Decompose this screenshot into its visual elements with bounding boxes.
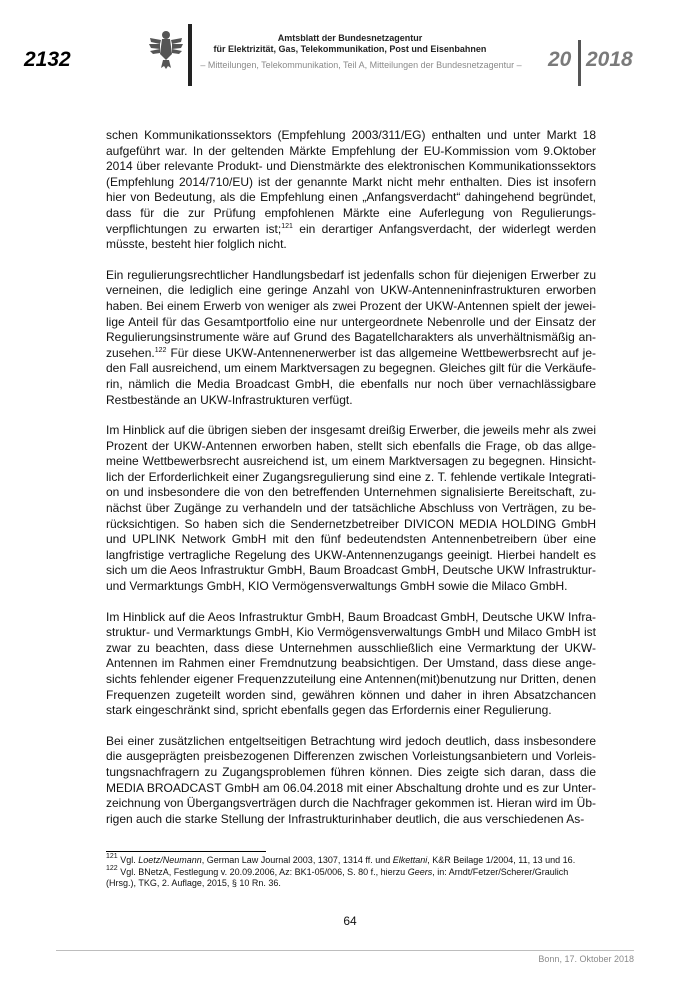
- footnote-ref-121[interactable]: 121: [281, 222, 293, 230]
- paragraph-1-text-a: schen Kommunikationssektors (Empfehlung 2003/311/EG) enthalten und unter Markt 18 aufgeführt war. In der geltenden Märkte Empfehlung der EU-Kommission vom 9.Oktober 2014 über relevante Produkt- und Dienstmärkte des elektronischen Kommunikationssektors (Empfehlung 2014/710/EU) ist der genannte Markt nicht mehr enthalten. Dies ist insofern hier von Bedeutung, als die Empfehlung einen „Anfangsverdacht“ dahingehend begründet, dass für die zur Prüfung empfohlenen Märkte eine Auferlegung von Regulierungsverpflichtungen zu erwarten ist;: [106, 128, 596, 236]
- footnote-text: Vgl. BNetzA, Festlegung v. 20.09.2006, Az: BK1-05/006, S. 80 f., hierzu: [117, 867, 408, 877]
- paragraph-3: Im Hinblick auf die übrigen sieben der insgesamt dreißig Erwerber, die jeweils mehr als zwei Prozent der UKW-Antennen erworben haben, stellt sich ebenfalls die Frage, ob das allgemeine Wettbewerbsrecht ausreichend ist, um einem Marktversagen zu begegnen. Hinsichtlich der Erforderlichkeit einer Zugangsregulierung sind eine z. T. fehlende vertikale Integration und insbesondere die von den betreffenden Unternehmen signalisierte Bereitschaft, zunächst über Zugänge zu verhandeln und der tatsächliche Abschluss von Verträgen, zu berücksichtigen. So haben sich die Sendernetzbetreiber DIVICON MEDIA HOLDING GmbH und UPLINK Network GmbH mit den fünf bedeutendsten Antennenbetreibern über eine langfristige vertragliche Regelung des UKW-Antennenzugangs geeinigt. Hierbei handelt es sich um die Aeos Infrastruktur GmbH, Baum Broadcast GmbH, Deutsche UKW Infrastruktur- und Vermarktungs GmbH, KIO Vermögensverwaltungs GmbH sowie die Milaco GmbH.: [106, 423, 596, 594]
- journal-subtitle: für Elektrizität, Gas, Telekommunikation, Post und Eisenbahnen: [213, 44, 487, 54]
- federal-eagle-icon: [148, 28, 184, 70]
- footnote-text: Vgl.: [117, 855, 139, 865]
- footnotes: [106, 855, 596, 890]
- document-page-number: 64: [343, 914, 357, 928]
- footnote-number: 122: [106, 865, 118, 872]
- footer-place-date: Bonn, 17. Oktober 2018: [538, 954, 634, 964]
- issue-year: 2018: [586, 48, 633, 71]
- footnote-author: Geers: [407, 867, 433, 877]
- footnote-separator: [106, 851, 266, 852]
- footnote-ref-122[interactable]: 122: [154, 346, 167, 354]
- paragraph-5: Bei einer zusätzlichen entgeltseitigen Betrachtung wird jedoch deutlich, dass insbesondere die ausgeprägten preisbezogenen Differenzen zwischen Vorleistungsanbietern und Vorleistungsnachfragern zu Zugangsproblemen führen können. Dies zeigte sich daran, dass die MEDIA BROADCAST GmbH am 06.04.2018 mit einer Abschaltung drohte und es zur Unterzeichnung von Übergangsverträgen durch die Nachfrager gekommen ist. Hieran wird im Übrigen auch die starke Stellung der Infrastrukturinhaber deutlich, die aus verschiedenen As-: [106, 733, 596, 826]
- journal-section: – Mitteilungen, Telekommunikation, Teil A, Mitteilungen der Bundesnetzagentur –: [200, 60, 522, 70]
- body-text: [106, 128, 596, 827]
- issue-divider: [578, 40, 581, 86]
- journal-title: Amtsblatt der Bundesnetzagentur: [277, 33, 423, 43]
- paragraph-4: Im Hinblick auf die Aeos Infrastruktur GmbH, Baum Broadcast GmbH, Deutsche UKW Infrastruktur- und Vermarktungs GmbH, Kio Vermögensverwaltungs GmbH und Milaco GmbH ist zwar zu beachten, dass diese Unternehmen ausschließlich eine Vermarktung der UKW-Antennen im Rahmen einer Fremdnutzung beabsichtigen. Der Umstand, dass diese angesichts fehlender eigener Frequenzzuteilung eine Antennen(mit)benutzung nur Dritten, denen Frequenzen zugeteilt worden sind, gewähren können und daher in ihren Absatzchancen stark eingeschränkt sind, spricht ebenfalls gegen das Erfordernis einer Regulierung.: [106, 609, 596, 718]
- footnote-author: Loetz/Neumann: [138, 855, 202, 865]
- footnote-121: [106, 855, 596, 866]
- footnote-text: , K&R Beilage 1/2004, 11, 13 und 16.: [427, 855, 576, 865]
- footnote-text: , German Law Journal 2003, 1307, 1314 ff. und: [201, 855, 393, 865]
- footnote-number: 121: [106, 853, 118, 860]
- paragraph-2: [106, 268, 596, 408]
- issue-number: 20: [548, 48, 572, 71]
- page-number: 2132: [24, 48, 71, 71]
- footnote-122: [106, 867, 596, 889]
- footer-divider: [56, 950, 634, 951]
- footnote-author: Elkettani: [392, 855, 428, 865]
- paragraph-1-text-b: ein derartiger Anfangsverdacht, der widerlegt werden müsste, besteht hier folglich nicht.: [106, 221, 596, 252]
- paragraph-1: [106, 128, 596, 253]
- footnote-text: , in: Arndt/Fetzer/Scherer/Graulich (Hrsg.), TKG, 2. Auflage, 2015, § 10 Rn. 36.: [106, 867, 569, 888]
- paragraph-2-text-a: Ein regulierungsrechtlicher Handlungsbedarf ist jedenfalls schon für diejenigen Erwerber zu verneinen, die lediglich eine geringe Anzahl von UKW-Antenneninfrastrukturen erworben haben. Bei einem Erwerb von weniger als zwei Prozent der UKW-Antennen spielt der jeweilige Anteil für das Gesamtportfolio eine nur untergeordnete Nebenrolle und der Einsatz der Regulierungsinstrumente wäre auf Grund des Bagatellcharakters als unverhältnismäßig anzusehen.: [106, 267, 596, 360]
- paragraph-2-text-b: Für diese UKW-Antennenerwerber ist das allgemeine Wettbewerbsrecht auf jeden Fall ausreichend, um einem Marktversagen zu begegnen. Gleiches gilt für die Verkäuferin, nämlich die Media Broadcast GmbH, die ebenfalls nur noch über vernachlässigbare Restbestände an UKW-Infrastrukturen verfügt.: [106, 345, 596, 407]
- header-divider: [188, 24, 192, 86]
